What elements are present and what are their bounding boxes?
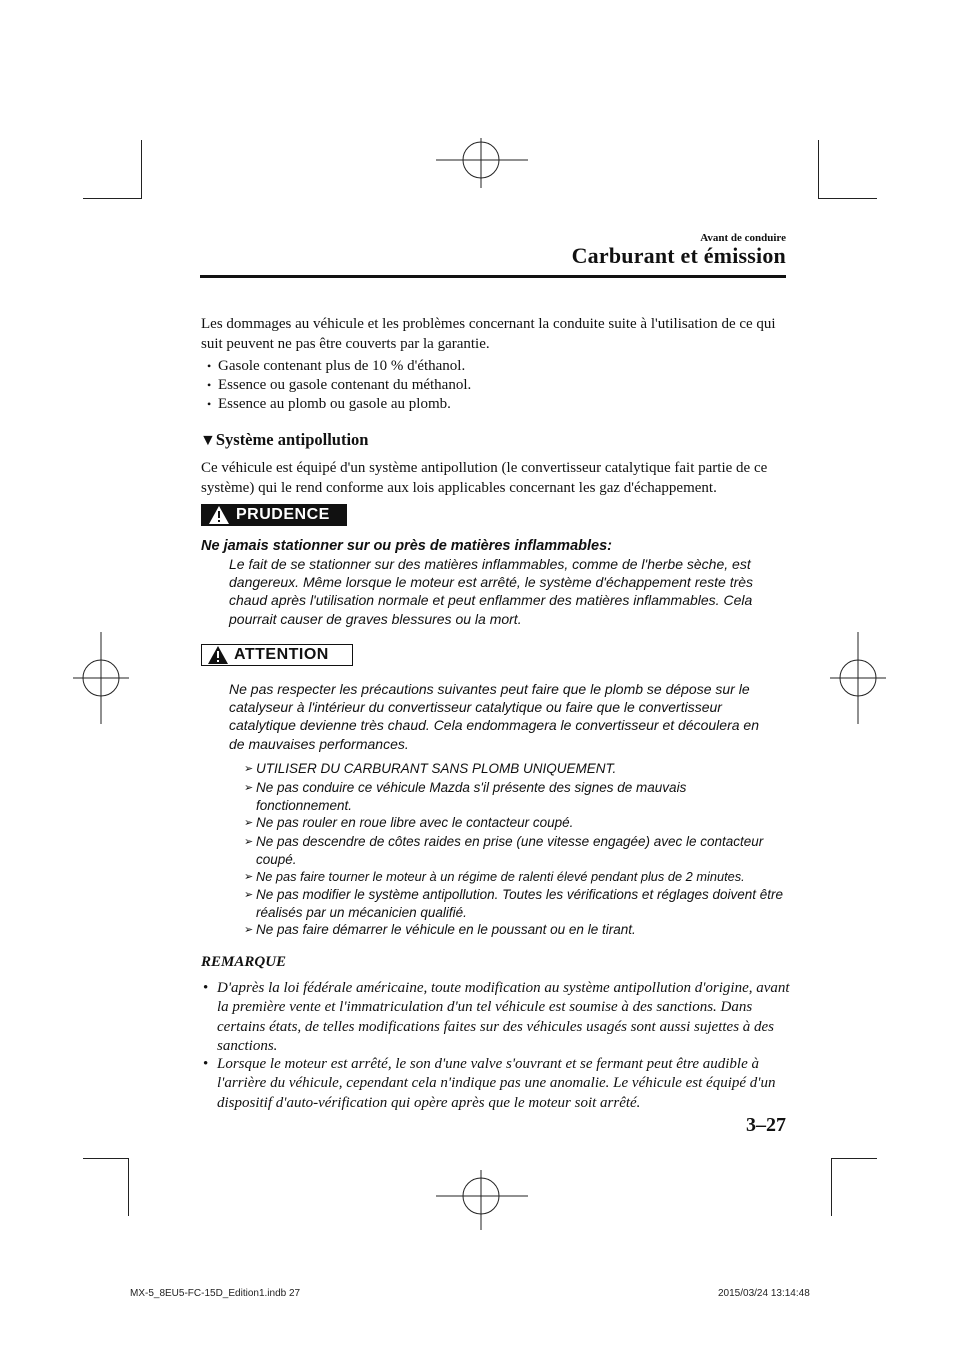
crop-mark-icon <box>83 1158 129 1159</box>
footer-timestamp: 2015/03/24 13:14:48 <box>718 1288 810 1299</box>
list-item-text: Ne pas modifier le système antipollution. Toutes les vérifications et réglages doivent être réalisés par un mécanicien qualifié. <box>256 887 784 920</box>
list-item <box>207 394 451 414</box>
chevron-right-icon: ➢ <box>244 782 254 794</box>
section-kicker: Avant de conduire <box>700 232 786 244</box>
crop-mark-icon <box>128 1158 129 1216</box>
prudence-heading: Ne jamais stationner sur ou près de matières inflammables: <box>201 538 612 554</box>
bullet-icon: • <box>203 980 209 996</box>
list-item <box>244 833 784 869</box>
chevron-right-icon: ➢ <box>244 889 254 901</box>
triangle-down-icon: ▼ <box>200 432 216 449</box>
list-item-text: Gasole contenant plus de 10 % d'éthanol. <box>218 358 466 374</box>
warning-triangle-icon <box>208 505 230 525</box>
chevron-right-icon: ➢ <box>244 817 254 829</box>
list-item-text: Ne pas faire démarrer le véhicule en le poussant ou en le tirant. <box>256 922 636 937</box>
crop-mark-icon <box>831 1158 832 1216</box>
list-item <box>244 886 784 922</box>
list-item-text: Essence au plomb ou gasole au plomb. <box>218 396 451 412</box>
list-item-text: D'après la loi fédérale américaine, toute modification au système antipollution d'origine, avant la première vente et l'immatriculation d'un tel véhicule est soumise à des sanctions. Dans certains états, de telles modifications faites sur des véhicules usagés sont aussi sujettes à des sanctions. <box>217 980 790 1054</box>
bullet-icon: • <box>203 1056 209 1072</box>
crop-mark-icon <box>83 198 142 199</box>
chevron-right-icon: ➢ <box>244 871 254 883</box>
bullet-icon: • <box>207 378 212 392</box>
list-item <box>244 814 784 832</box>
registration-mark-icon <box>73 632 129 724</box>
chevron-right-icon: ➢ <box>244 763 254 775</box>
registration-mark-icon <box>830 632 886 724</box>
list-item <box>207 356 465 376</box>
warning-triangle-icon <box>207 645 229 665</box>
list-item-text: Ne pas rouler en roue libre avec le contacteur coupé. <box>256 815 574 830</box>
list-item <box>244 921 784 939</box>
registration-mark-icon <box>436 138 528 188</box>
section-paragraph: Ce véhicule est équipé d'un système antipollution (le convertisseur catalytique fait partie de ce système) qui le rend conforme aux lois applicables concernant les gaz d'échappement. <box>201 460 768 496</box>
page-title: Carburant et émission <box>571 243 786 268</box>
list-item <box>244 779 784 815</box>
list-item-text: UTILISER DU CARBURANT SANS PLOMB UNIQUEMENT. <box>256 761 617 776</box>
attention-label: ATTENTION <box>234 646 329 663</box>
page-number: 3–27 <box>746 1114 786 1136</box>
section-heading-text: Système antipollution <box>215 430 369 449</box>
list-item <box>207 375 471 395</box>
section-heading <box>200 430 369 450</box>
prudence-body: Le fait de se stationner sur des matières inflammables, comme de l'herbe sèche, est dangereux. Même lorsque le moteur est arrêté, le système d'échappement reste très chaud après l'utilisation normale et peut enflammer des matières inflammables. Cela pourrait causer de graves blessures ou la mort. <box>229 556 754 627</box>
crop-mark-icon <box>831 1158 877 1159</box>
list-item-text: Essence ou gasole contenant du méthanol. <box>218 377 472 393</box>
intro-paragraph: Les dommages au véhicule et les problèmes concernant la conduite suite à l'utilisation de ce qui suit peuvent ne pas être couverts par la garantie. <box>201 316 776 352</box>
list-item-text: Lorsque le moteur est arrêté, le son d'une valve s'ouvrant et se fermant peut être audible à l'arrière du véhicule, cependant cela n'indique pas une anomalie. Le véhicule est équipé d'un dispositif d'auto-vérification qui opère après que le moteur soit arrêté. <box>217 1056 776 1111</box>
list-item <box>244 760 784 778</box>
attention-label-box <box>201 644 353 666</box>
crop-mark-icon <box>141 140 142 198</box>
header-rule <box>200 275 786 278</box>
prudence-label: PRUDENCE <box>236 506 330 523</box>
remarque-title: REMARQUE <box>201 954 287 970</box>
attention-body: Ne pas respecter les précautions suivantes peut faire que le plomb se dépose sur le catalyseur à l'intérieur du convertisseur catalytique ou faire que le convertisseur catalytique devienne très chaud. Cela endommagera le convertisseur et découlera en de mauvaises performances. <box>229 681 759 752</box>
list-item-text: Ne pas descendre de côtes raides en prise (une vitesse engagée) avec le contacteur coupé. <box>256 834 764 867</box>
list-item <box>201 1055 791 1113</box>
list-item <box>201 979 791 1056</box>
list-item-text: Ne pas conduire ce véhicule Mazda s'il présente des signes de mauvais fonctionnement. <box>256 780 687 813</box>
list-item-text: Ne pas faire tourner le moteur à un régime de ralenti élevé pendant plus de 2 minutes. <box>256 869 745 884</box>
crop-mark-icon <box>818 140 819 198</box>
list-item <box>244 868 784 886</box>
bullet-icon: • <box>207 359 212 373</box>
chevron-right-icon: ➢ <box>244 836 254 848</box>
chevron-right-icon: ➢ <box>244 924 254 936</box>
registration-mark-icon <box>436 1170 528 1230</box>
crop-mark-icon <box>818 198 877 199</box>
footer-file: MX-5_8EU5-FC-15D_Edition1.indb 27 <box>130 1288 301 1299</box>
prudence-label-box <box>201 504 347 526</box>
bullet-icon: • <box>207 397 212 411</box>
